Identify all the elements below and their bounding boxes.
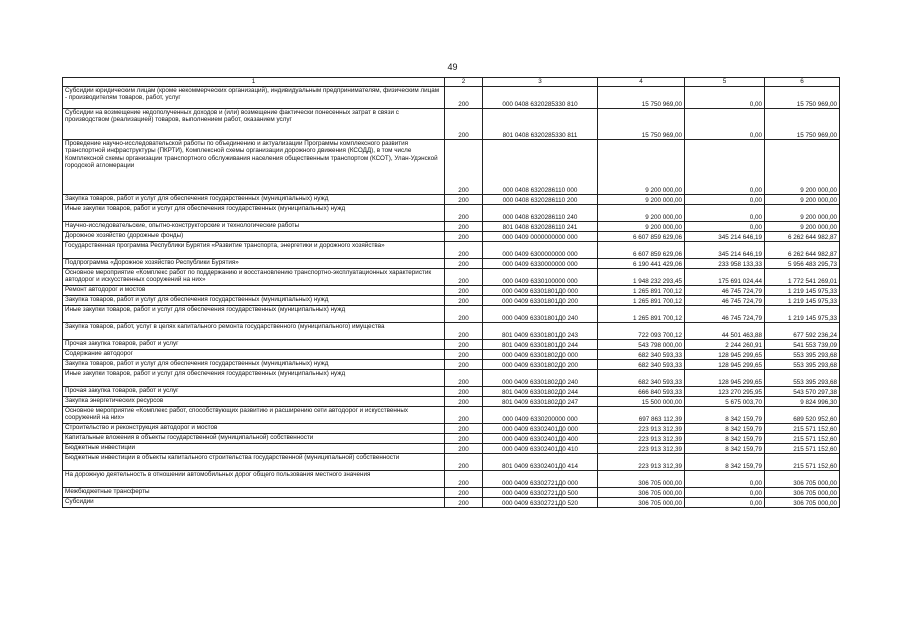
row-approved-amount: 15 750 969,00 (598, 109, 685, 140)
row-executed-amount: 8 342 159,79 (685, 434, 765, 444)
row-line-code: 200 (445, 471, 483, 488)
column-header: 2 (445, 78, 483, 87)
row-description: На дорожную деятельность в отношении автомобильных дорог общего пользования местного значения (63, 471, 445, 488)
table-header-row (63, 78, 840, 87)
row-description: Содержание автодорог (63, 350, 445, 360)
row-description: Бюджетные инвестиции в объекты капитального строительства государственной (муниципальной) собственности (63, 454, 445, 471)
row-unexecuted-amount: 215 571 152,60 (765, 454, 840, 471)
row-unexecuted-amount: 543 570 297,38 (765, 387, 840, 397)
row-line-code: 200 (445, 232, 483, 242)
row-executed-amount: 345 214 646,19 (685, 242, 765, 259)
row-classification-code: 000 0409 63301802Д0 200 (483, 360, 598, 370)
row-unexecuted-amount: 6 262 644 982,87 (765, 242, 840, 259)
table-row (63, 340, 840, 350)
table-row (63, 360, 840, 370)
row-approved-amount: 682 340 593,33 (598, 370, 685, 387)
row-approved-amount: 223 913 312,39 (598, 424, 685, 434)
row-executed-amount: 5 675 003,70 (685, 397, 765, 407)
row-unexecuted-amount: 9 200 000,00 (765, 195, 840, 205)
row-executed-amount: 345 214 646,19 (685, 232, 765, 242)
row-executed-amount: 0,00 (685, 140, 765, 195)
table-row (63, 222, 840, 232)
row-executed-amount: 123 270 295,95 (685, 387, 765, 397)
row-executed-amount: 46 745 724,79 (685, 296, 765, 306)
row-approved-amount: 1 948 232 293,45 (598, 269, 685, 286)
table-row (63, 407, 840, 424)
row-executed-amount: 0,00 (685, 205, 765, 222)
row-approved-amount: 306 705 000,00 (598, 471, 685, 488)
row-line-code: 200 (445, 242, 483, 259)
row-classification-code: 000 0409 63301801Д0 200 (483, 296, 598, 306)
row-classification-code: 801 0409 63301801Д0 243 (483, 323, 598, 340)
row-executed-amount: 0,00 (685, 498, 765, 508)
row-approved-amount: 223 913 312,39 (598, 434, 685, 444)
row-approved-amount: 1 265 891 700,12 (598, 306, 685, 323)
row-classification-code: 801 0408 6320286110 241 (483, 222, 598, 232)
row-approved-amount: 666 840 593,33 (598, 387, 685, 397)
row-unexecuted-amount: 677 592 236,24 (765, 323, 840, 340)
row-classification-code: 000 0409 63302401Д0 000 (483, 424, 598, 434)
row-classification-code: 801 0409 63302401Д0 414 (483, 454, 598, 471)
row-description: Субсидии (63, 498, 445, 508)
table-row (63, 454, 840, 471)
row-approved-amount: 682 340 593,33 (598, 360, 685, 370)
row-executed-amount: 46 745 724,79 (685, 286, 765, 296)
row-line-code: 200 (445, 434, 483, 444)
row-unexecuted-amount: 9 824 996,30 (765, 397, 840, 407)
row-classification-code: 000 0408 6320286110 240 (483, 205, 598, 222)
column-header: 4 (598, 78, 685, 87)
row-unexecuted-amount: 15 750 969,00 (765, 87, 840, 109)
row-line-code: 200 (445, 488, 483, 498)
table-row (63, 350, 840, 360)
row-unexecuted-amount: 15 750 969,00 (765, 109, 840, 140)
row-executed-amount: 8 342 159,79 (685, 424, 765, 434)
table-row (63, 140, 840, 195)
table-row (63, 259, 840, 269)
row-approved-amount: 697 863 112,39 (598, 407, 685, 424)
row-description: Иные закупки товаров, работ и услуг для обеспечения государственных (муниципальных) нужд (63, 370, 445, 387)
row-line-code: 200 (445, 424, 483, 434)
row-unexecuted-amount: 306 705 000,00 (765, 498, 840, 508)
row-unexecuted-amount: 553 395 293,68 (765, 370, 840, 387)
row-approved-amount: 15 500 000,00 (598, 397, 685, 407)
table-row (63, 370, 840, 387)
row-description: Проведение научно-исследовательской работы по объединению и актуализации Программы комплексного развития транспортной инфраструктуры (ПКРТИ), Комплексной схемы организации дорожного движения (КСОДД), в том числе Комплексной схемы организации транспортного обслуживания населения общественным транспортом (КСОТ), Улан-Удэнской городской агломерации (63, 140, 445, 195)
row-classification-code: 000 0409 0000000000 000 (483, 232, 598, 242)
row-classification-code: 000 0409 63302721Д0 500 (483, 488, 598, 498)
row-approved-amount: 9 200 000,00 (598, 222, 685, 232)
column-header: 5 (685, 78, 765, 87)
row-description: Межбюджетные трансферты (63, 488, 445, 498)
row-line-code: 200 (445, 360, 483, 370)
row-classification-code: 801 0408 6320285330 811 (483, 109, 598, 140)
row-line-code: 200 (445, 87, 483, 109)
row-description: Закупка товаров, работ и услуг для обеспечения государственных (муниципальных) нужд (63, 296, 445, 306)
row-description: Закупка товаров, работ, услуг в целях капитального ремонта государственного (муниципального) имущества (63, 323, 445, 340)
row-approved-amount: 6 607 859 629,06 (598, 232, 685, 242)
page-number: 49 (447, 62, 458, 72)
row-approved-amount: 1 265 891 700,12 (598, 296, 685, 306)
row-unexecuted-amount: 215 571 152,60 (765, 444, 840, 454)
row-classification-code: 000 0409 63301802Д0 240 (483, 370, 598, 387)
row-executed-amount: 2 244 260,91 (685, 340, 765, 350)
table-row (63, 471, 840, 488)
row-executed-amount: 128 945 299,65 (685, 370, 765, 387)
row-approved-amount: 543 798 000,00 (598, 340, 685, 350)
row-approved-amount: 306 705 000,00 (598, 488, 685, 498)
row-line-code: 200 (445, 296, 483, 306)
row-unexecuted-amount: 215 571 152,60 (765, 424, 840, 434)
row-approved-amount: 9 200 000,00 (598, 205, 685, 222)
row-executed-amount: 0,00 (685, 488, 765, 498)
row-description: Основное мероприятие «Комплекс работ, способствующих развитию и расширению сети автодорог и искусственных сооружений на них» (63, 407, 445, 424)
table-row (63, 424, 840, 434)
budget-execution-table (62, 77, 840, 508)
table-row (63, 397, 840, 407)
row-description: Закупка товаров, работ и услуг для обеспечения государственных (муниципальных) нужд (63, 195, 445, 205)
row-line-code: 200 (445, 498, 483, 508)
row-classification-code: 000 0409 63301801Д0 240 (483, 306, 598, 323)
row-classification-code: 000 0409 63301802Д0 000 (483, 350, 598, 360)
table-row (63, 87, 840, 109)
row-description: Бюджетные инвестиции (63, 444, 445, 454)
row-approved-amount: 15 750 969,00 (598, 87, 685, 109)
row-executed-amount: 8 342 159,79 (685, 444, 765, 454)
column-header: 6 (765, 78, 840, 87)
row-approved-amount: 223 913 312,39 (598, 444, 685, 454)
row-line-code: 200 (445, 444, 483, 454)
row-line-code: 200 (445, 323, 483, 340)
row-description: Прочая закупка товаров, работ и услуг (63, 387, 445, 397)
row-line-code: 200 (445, 454, 483, 471)
row-description: Ремонт автодорог и мостов (63, 286, 445, 296)
row-unexecuted-amount: 9 200 000,00 (765, 222, 840, 232)
row-unexecuted-amount: 553 395 293,68 (765, 350, 840, 360)
row-line-code: 200 (445, 269, 483, 286)
row-classification-code: 000 0409 63301801Д0 000 (483, 286, 598, 296)
row-line-code: 200 (445, 286, 483, 296)
table-row (63, 269, 840, 286)
table-row (63, 232, 840, 242)
row-classification-code: 000 0408 6320285330 810 (483, 87, 598, 109)
row-unexecuted-amount: 215 571 152,60 (765, 434, 840, 444)
row-approved-amount: 722 093 700,12 (598, 323, 685, 340)
table-row (63, 498, 840, 508)
row-approved-amount: 1 265 891 700,12 (598, 286, 685, 296)
row-executed-amount: 175 691 024,44 (685, 269, 765, 286)
row-description: Субсидии юридическим лицам (кроме некоммерческих организаций), индивидуальным предпринимателям, физическим лицам - производителям товаров, работ, услуг (63, 87, 445, 109)
row-approved-amount: 306 705 000,00 (598, 498, 685, 508)
row-classification-code: 000 0409 63302721Д0 520 (483, 498, 598, 508)
row-classification-code: 000 0408 6320286110 000 (483, 140, 598, 195)
table-row (63, 286, 840, 296)
table-row (63, 296, 840, 306)
row-line-code: 200 (445, 222, 483, 232)
row-executed-amount: 128 945 299,65 (685, 350, 765, 360)
table-row (63, 306, 840, 323)
row-line-code: 200 (445, 205, 483, 222)
table-row (63, 387, 840, 397)
row-description: Закупка энергетических ресурсов (63, 397, 445, 407)
row-executed-amount: 8 342 159,79 (685, 407, 765, 424)
row-executed-amount: 0,00 (685, 195, 765, 205)
row-classification-code: 000 0409 6330200000 000 (483, 407, 598, 424)
row-unexecuted-amount: 306 705 000,00 (765, 471, 840, 488)
row-classification-code: 801 0409 63301802Д0 247 (483, 397, 598, 407)
row-description: Капитальные вложения в объекты государственной (муниципальной) собственности (63, 434, 445, 444)
row-approved-amount: 223 913 312,39 (598, 454, 685, 471)
row-description: Научно-исследовательские, опытно-конструкторские и технологические работы (63, 222, 445, 232)
row-unexecuted-amount: 1 219 145 975,33 (765, 306, 840, 323)
table-row (63, 109, 840, 140)
row-line-code: 200 (445, 407, 483, 424)
row-description: Основное мероприятие «Комплекс работ по поддержанию и восстановлению транспортно-эксплуатационных характеристик автодорог и искусственных сооружений на них» (63, 269, 445, 286)
row-line-code: 200 (445, 370, 483, 387)
row-description: Прочая закупка товаров, работ и услуг (63, 340, 445, 350)
row-line-code: 200 (445, 306, 483, 323)
table-row (63, 488, 840, 498)
row-description: Строительство и реконструкция автодорог и мостов (63, 424, 445, 434)
row-unexecuted-amount: 306 705 000,00 (765, 488, 840, 498)
row-classification-code: 801 0409 63301802Д0 244 (483, 387, 598, 397)
row-unexecuted-amount: 689 520 952,60 (765, 407, 840, 424)
row-classification-code: 000 0409 63302401Д0 400 (483, 434, 598, 444)
row-classification-code: 000 0409 6300000000 000 (483, 242, 598, 259)
column-header: 1 (63, 78, 445, 87)
row-description: Иные закупки товаров, работ и услуг для обеспечения государственных (муниципальных) нужд (63, 205, 445, 222)
row-approved-amount: 9 200 000,00 (598, 140, 685, 195)
row-classification-code: 000 0408 6320286110 200 (483, 195, 598, 205)
row-executed-amount: 233 958 133,33 (685, 259, 765, 269)
row-description: Закупка товаров, работ и услуг для обеспечения государственных (муниципальных) нужд (63, 360, 445, 370)
table-row (63, 323, 840, 340)
row-executed-amount: 46 745 724,79 (685, 306, 765, 323)
row-executed-amount: 0,00 (685, 87, 765, 109)
row-unexecuted-amount: 553 395 293,68 (765, 360, 840, 370)
row-unexecuted-amount: 9 200 000,00 (765, 140, 840, 195)
row-line-code: 200 (445, 259, 483, 269)
row-approved-amount: 9 200 000,00 (598, 195, 685, 205)
row-description: Государственная программа Республики Бурятия «Развитие транспорта, энергетики и дорожного хозяйства» (63, 242, 445, 259)
row-executed-amount: 128 945 299,65 (685, 360, 765, 370)
row-executed-amount: 0,00 (685, 222, 765, 232)
row-classification-code: 000 0409 6330100000 000 (483, 269, 598, 286)
row-classification-code: 000 0409 63302721Д0 000 (483, 471, 598, 488)
row-unexecuted-amount: 5 956 483 295,73 (765, 259, 840, 269)
row-executed-amount: 44 501 463,88 (685, 323, 765, 340)
table-row (63, 195, 840, 205)
row-unexecuted-amount: 6 262 644 982,87 (765, 232, 840, 242)
table-row (63, 434, 840, 444)
row-approved-amount: 6 190 441 429,06 (598, 259, 685, 269)
row-description: Субсидии на возмещение недополученных доходов и (или) возмещение фактически понесенных затрат в связи с производством (реализацией) товаров, выполнением работ, оказанием услуг (63, 109, 445, 140)
row-line-code: 200 (445, 195, 483, 205)
row-line-code: 200 (445, 387, 483, 397)
row-unexecuted-amount: 1 772 541 269,01 (765, 269, 840, 286)
row-line-code: 200 (445, 109, 483, 140)
row-classification-code: 000 0409 63302401Д0 410 (483, 444, 598, 454)
row-executed-amount: 8 342 159,79 (685, 454, 765, 471)
row-line-code: 200 (445, 397, 483, 407)
row-line-code: 200 (445, 140, 483, 195)
row-unexecuted-amount: 541 553 739,09 (765, 340, 840, 350)
row-executed-amount: 0,00 (685, 471, 765, 488)
column-header: 3 (483, 78, 598, 87)
row-classification-code: 801 0409 63301801Д0 244 (483, 340, 598, 350)
table-row (63, 444, 840, 454)
row-unexecuted-amount: 9 200 000,00 (765, 205, 840, 222)
row-approved-amount: 682 340 593,33 (598, 350, 685, 360)
row-unexecuted-amount: 1 219 145 975,33 (765, 296, 840, 306)
row-unexecuted-amount: 1 219 145 975,33 (765, 286, 840, 296)
row-description: Иные закупки товаров, работ и услуг для обеспечения государственных (муниципальных) нужд (63, 306, 445, 323)
row-executed-amount: 0,00 (685, 109, 765, 140)
row-description: Подпрограмма «Дорожное хозяйство Республики Бурятия» (63, 259, 445, 269)
table-row (63, 242, 840, 259)
row-description: Дорожное хозяйство (дорожные фонды) (63, 232, 445, 242)
row-line-code: 200 (445, 350, 483, 360)
row-approved-amount: 6 607 859 629,06 (598, 242, 685, 259)
row-line-code: 200 (445, 340, 483, 350)
row-classification-code: 000 0409 6330000000 000 (483, 259, 598, 269)
table-row (63, 205, 840, 222)
